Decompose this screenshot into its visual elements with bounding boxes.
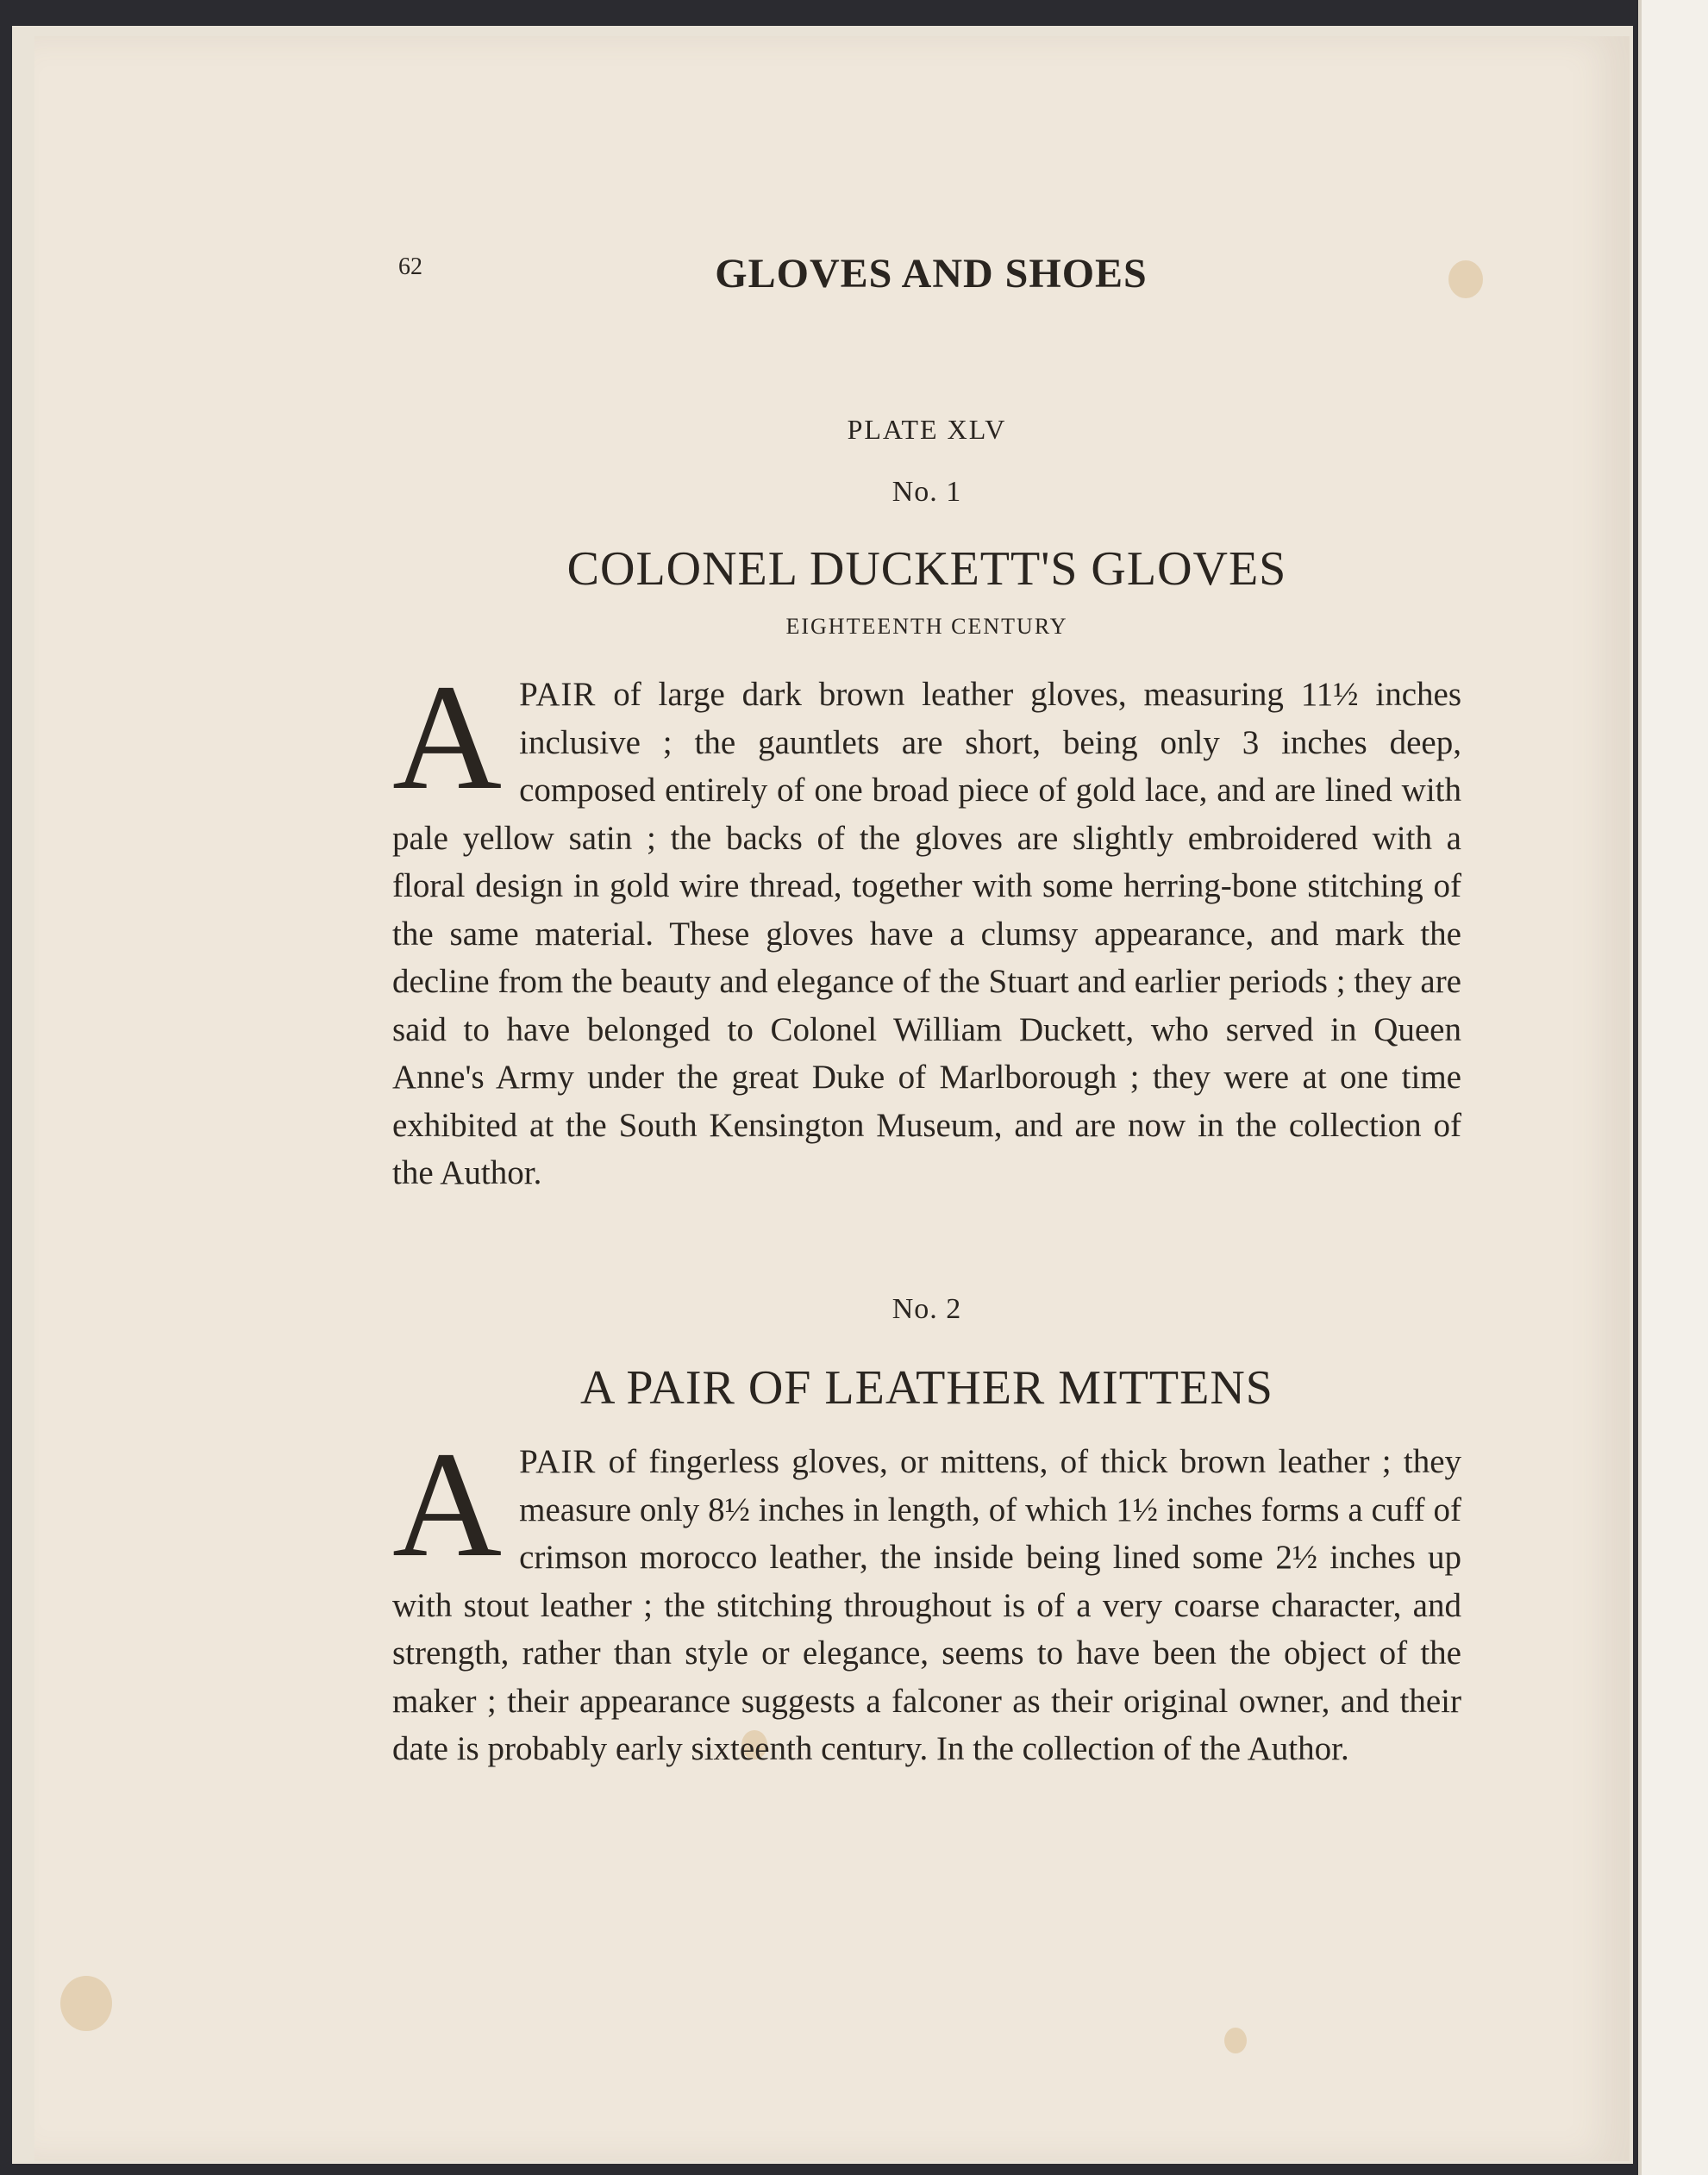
item-description — [392, 1421, 1461, 1773]
lead-word: PAIR — [519, 1443, 597, 1480]
foxing-stain — [1448, 260, 1483, 298]
running-head: GLOVES AND SHOES — [715, 251, 1148, 297]
paragraph-text: of fingerless gloves, or mittens, of thick brown leather ; they measure only 8½ inches in length, of which 1½ inches forms a cuff of crimson morocco leather, the inside being lined some 2½ inches up with stout leather ; the stitching throughout is of a very coarse character, and strength, rather than style or elegance, seems to have been the object of the maker ; their appearance suggests a falconer as their original owner, and their date is probably early sixteenth century. In the collection of the Author. — [392, 1443, 1461, 1767]
item-title: COLONEL DUCKETT'S GLOVES — [566, 542, 1287, 596]
drop-cap: A — [392, 653, 503, 822]
drop-cap: A — [392, 1421, 503, 1589]
plate-label: PLATE XLV — [847, 414, 1007, 445]
item-number: No. 2 — [892, 1293, 962, 1325]
page-number: 62 — [398, 253, 422, 280]
lead-word: PAIR — [519, 676, 597, 713]
foxing-stain — [60, 1976, 112, 2031]
item-title: A PAIR OF LEATHER MITTENS — [580, 1361, 1273, 1415]
paragraph-text: of large dark brown leather gloves, measuring 11½ inches inclusive ; the gauntlets are short, being only 3 inches deep, composed entirely of one broad piece of gold lace, and are lined with pale yellow satin ; the backs of the gloves are slightly embroidered with a floral design in gold wire thread, together with some herring-bone stitching of the same material. These gloves have a clumsy appearance, and mark the decline from the beauty and elegance of the Stuart and earlier periods ; they are said to have belonged to Colonel William Duckett, who served in Queen Anne's Army under the great Duke of Marlborough ; they were at one time exhibited at the South Kensington Museum, and are now in the collection of the Author. — [392, 676, 1461, 1191]
item-description — [392, 653, 1461, 1197]
item-number: No. 1 — [892, 476, 962, 508]
foxing-stain — [1224, 2028, 1247, 2053]
item-subtitle: EIGHTEENTH CENTURY — [785, 614, 1068, 639]
facing-page-edge — [1638, 0, 1708, 2175]
